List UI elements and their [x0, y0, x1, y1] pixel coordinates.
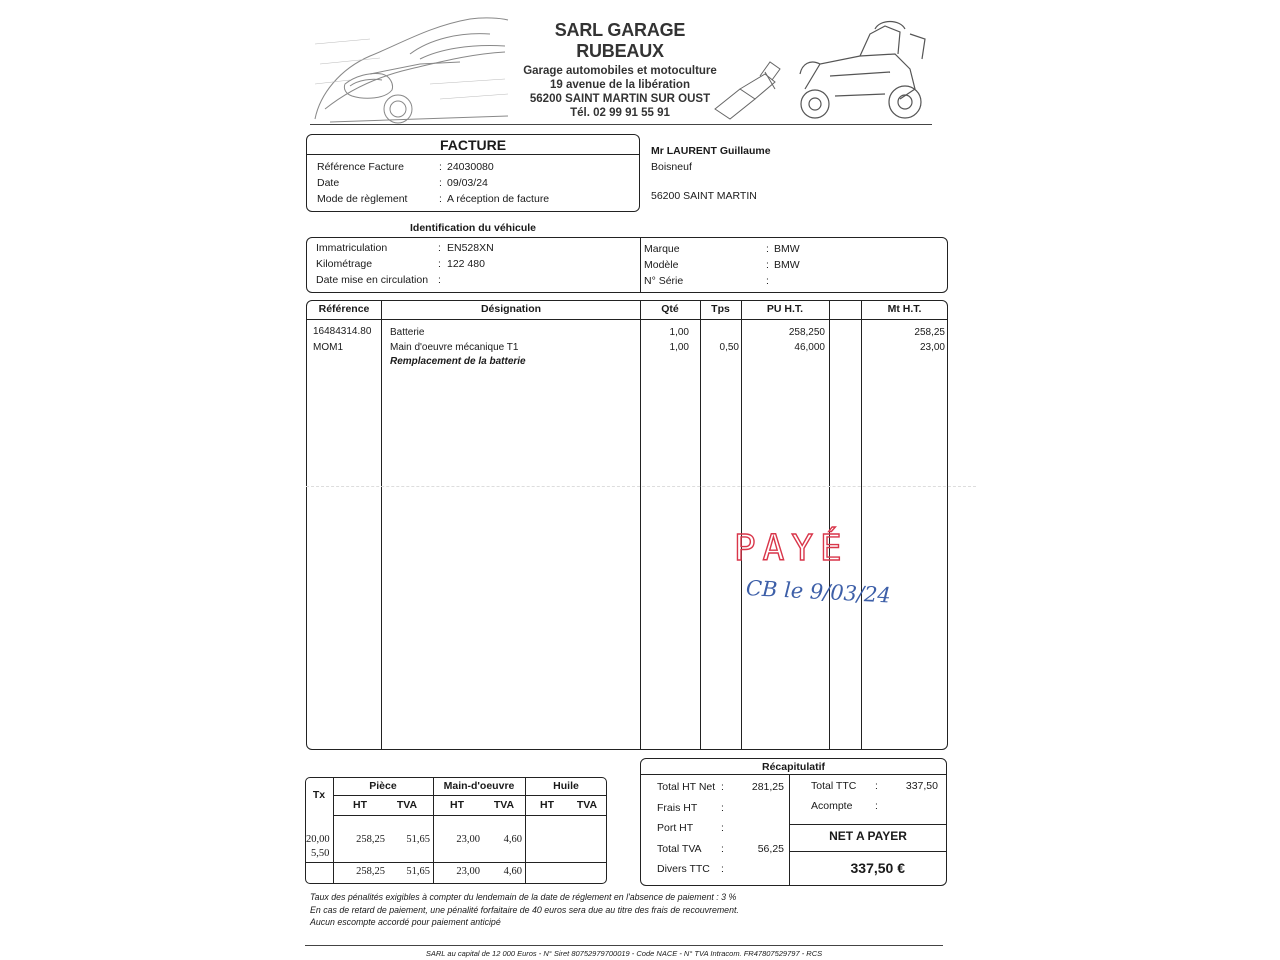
mileage-label: Kilométrage [316, 258, 373, 270]
colon: : [721, 863, 724, 875]
tax-total-labor-ht: 23,00 [456, 866, 480, 877]
brand-label: Marque [644, 243, 680, 255]
item-note: Remplacement de la batterie [390, 356, 526, 367]
tax-sub-header: TVA [493, 799, 515, 811]
colon: : [766, 275, 769, 287]
client-name: Mr LAURENT Guillaume [651, 145, 771, 157]
handwritten-payment-note: CB le 9/03/24 [745, 576, 892, 608]
tax-labor-ht: 23,00 [456, 834, 480, 845]
company-tagline: Garage automobiles et motoculture [523, 65, 717, 77]
tax-sub-header: HT [353, 799, 367, 811]
colon: : [721, 781, 724, 793]
tax-sub-header: HT [540, 799, 554, 811]
payment-mode-value: A réception de facture [447, 193, 550, 205]
item-pu: 46,000 [794, 342, 825, 353]
serial-label: N° Série [644, 275, 684, 287]
colon: : [766, 243, 769, 255]
col-header-ref: Référence [318, 303, 370, 315]
plate-value: EN528XN [447, 242, 494, 254]
col-header-pu: PU H.T. [766, 303, 804, 315]
tax-tx-header: Tx [312, 789, 326, 801]
payment-mode-label: Mode de règlement [317, 193, 408, 205]
item-mt: 23,00 [919, 342, 945, 353]
colon: : [721, 801, 724, 814]
item-ref: 16484314.80 [313, 326, 372, 337]
total-ttc-label: Total TTC [811, 780, 857, 792]
colon: : [721, 822, 724, 834]
col-header-qty: Qté [661, 303, 679, 315]
late-fee-note: En cas de retard de paiement, une pénalité forfaitaire de 40 euros sera due au titre des frais de recouvrement. [310, 904, 739, 915]
invoice-ref-label: Référence Facture [317, 161, 404, 173]
tax-group-oil: Huile [553, 780, 579, 792]
item-qty: 1,00 [669, 327, 689, 338]
penalty-rate-note: Taux des pénalités exigibles à compter du lendemain de la date de réglement en l'absence de paiement : 3 % [310, 892, 737, 902]
paid-stamp: PAYÉ [734, 528, 849, 569]
invoice-fields [317, 161, 637, 209]
brand-value: BMW [774, 243, 800, 255]
recap-left [657, 781, 787, 884]
col-header-tps: Tps [711, 303, 730, 315]
invoice-ref-value: 24030080 [447, 161, 494, 173]
total-tva-value: 56,25 [757, 842, 784, 855]
tax-total-piece-ht: 258,25 [356, 866, 385, 877]
tax-total-labor-tva: 4,60 [503, 866, 522, 877]
tax-group-piece: Pièce [369, 780, 397, 792]
invoice-date-value: 09/03/24 [447, 177, 488, 189]
tax-piece-tva: 51,65 [406, 834, 430, 845]
tax-rate: 20,00 [306, 834, 330, 845]
acompte-label: Acompte [811, 800, 853, 812]
item-pu: 258,250 [788, 327, 825, 338]
colon: : [439, 161, 442, 173]
footer-notes [310, 891, 950, 929]
recap-title: Récapitulatif [761, 761, 825, 773]
company-address2: 56200 SAINT MARTIN SUR OUST [529, 93, 711, 105]
colon: : [438, 258, 441, 270]
shipping-ht-label: Port HT [657, 822, 694, 834]
colon: : [721, 842, 724, 855]
lawn-tractor-icon [710, 14, 932, 126]
letterhead [310, 14, 932, 126]
discount-note: Aucun escompte accordé pour paiement anticipé [310, 917, 501, 927]
plate-label: Immatriculation [316, 242, 388, 254]
tax-sub-header: TVA [576, 799, 598, 811]
colon: : [875, 800, 878, 812]
col-header-designation: Désignation [480, 303, 542, 315]
total-tva-label: Total TVA [657, 842, 702, 855]
company-phone: Tél. 02 99 91 55 91 [570, 107, 670, 119]
chainsaw-icon [715, 62, 780, 119]
tax-sub-header: TVA [396, 799, 418, 811]
col-header-mt: Mt H.T. [887, 303, 922, 315]
net-to-pay-label: NET A PAYER [829, 829, 907, 843]
legal-footer: SARL au capital de 12 000 Euros - N° Siret 80752979700019 - Code NACE - N° TVA Intracom. FR47807529797 - RCS [425, 949, 823, 958]
item-qty: 1,00 [669, 342, 689, 353]
model-value: BMW [774, 259, 800, 271]
vehicle-left [316, 242, 636, 290]
invoice-title: FACTURE [439, 137, 507, 153]
item-mt: 258,25 [914, 327, 945, 338]
item-designation: Batterie [390, 327, 425, 338]
tax-piece-ht: 258,25 [356, 834, 385, 845]
tax-rate: 5,50 [311, 848, 330, 859]
colon: : [875, 780, 878, 792]
net-to-pay-value: 337,50 € [850, 860, 905, 876]
car-sketch-icon [310, 14, 510, 126]
item-designation: Main d'oeuvre mécanique T1 [390, 342, 519, 353]
client-block [651, 145, 931, 202]
vehicle-right [644, 243, 944, 291]
colon: : [439, 193, 442, 205]
tax-total-piece-tva: 51,65 [406, 866, 430, 877]
registration-date-label: Date mise en circulation [316, 274, 429, 286]
invoice-date-label: Date [317, 177, 340, 189]
client-line1: Boisneuf [651, 161, 692, 173]
tax-labor-tva: 4,60 [503, 834, 522, 845]
total-ht-label: Total HT Net [657, 781, 716, 793]
colon: : [438, 242, 441, 254]
company-name: SARL GARAGE RUBEAUX [554, 20, 686, 61]
colon: : [766, 259, 769, 271]
total-ttc-value: 337,50 [905, 780, 938, 792]
item-ref: MOM1 [313, 342, 343, 353]
model-label: Modèle [644, 259, 679, 271]
colon: : [439, 177, 442, 189]
tax-group-labor: Main-d'oeuvre [443, 780, 515, 792]
company-address1: 19 avenue de la libération [550, 79, 690, 91]
items-table [306, 300, 948, 750]
mileage-value: 122 480 [447, 258, 485, 270]
tax-sub-header: HT [450, 799, 464, 811]
client-line2: 56200 SAINT MARTIN [651, 190, 757, 202]
colon: : [438, 274, 441, 286]
fees-ht-label: Frais HT [657, 801, 698, 814]
item-tps: 0,50 [719, 342, 739, 353]
total-ht-value: 281,25 [751, 781, 784, 793]
misc-ttc-label: Divers TTC [657, 863, 710, 875]
vehicle-title: Identification du véhicule [410, 222, 537, 234]
